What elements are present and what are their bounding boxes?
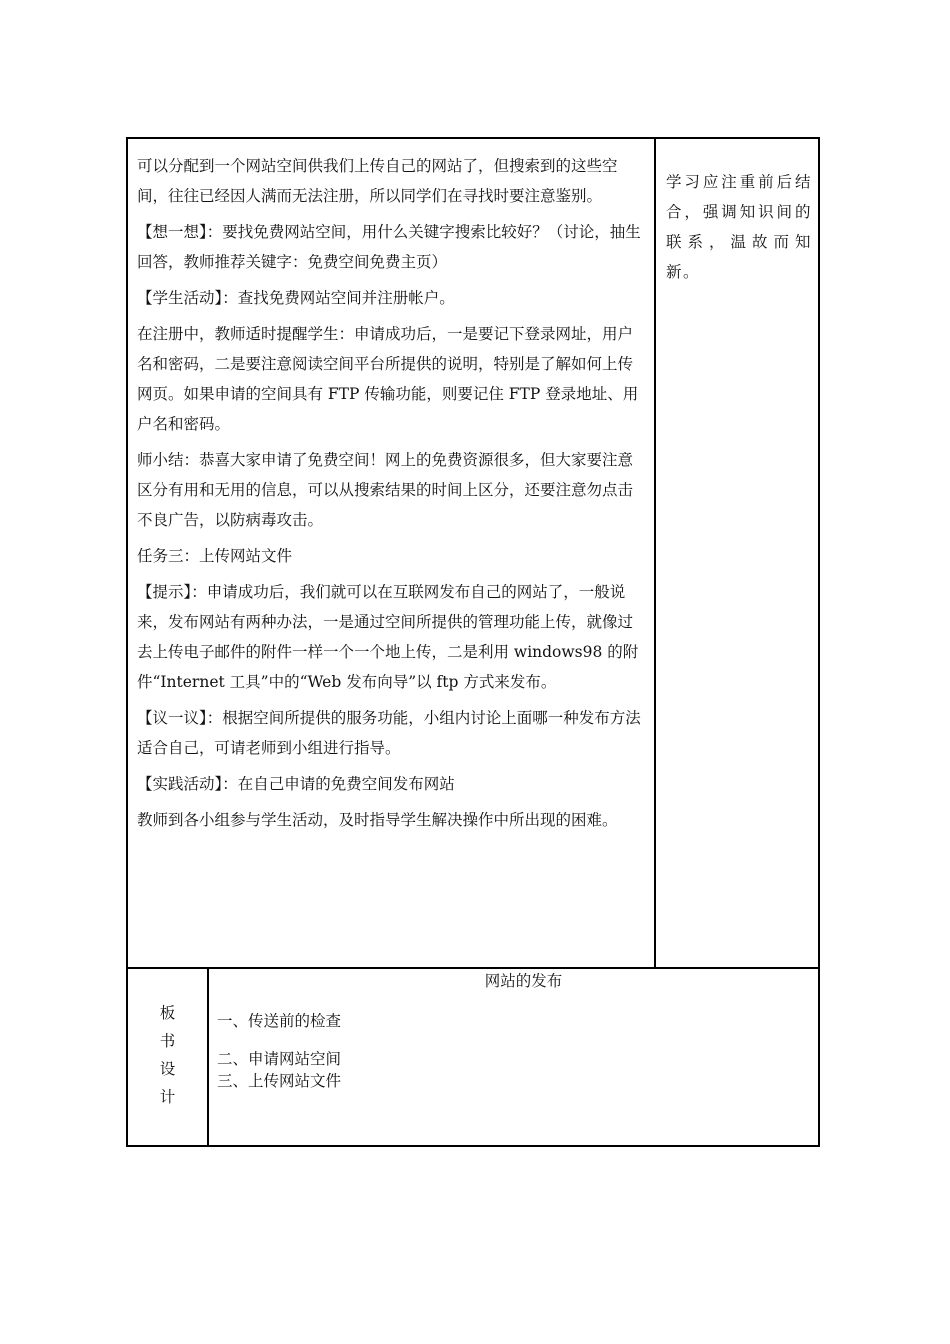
paragraph-teacher-summary: 师小结：恭喜大家申请了免费空间！网上的免费资源很多，但大家要注意区分有用和无用的信息，可以从搜索结果的时间上区分，还要注意勿点击不良广告，以防病毒攻击。 — [137, 451, 634, 529]
board-design-content — [209, 969, 818, 1145]
paragraph-hint: 【提示】：申请成功后，我们就可以在互联网发布自己的网站了，一般说来，发布网站有两种办法，一是通过空间所提供的管理功能上传，就像过去上传电子邮件的附件一样一个一个地上传，二是利用 windows98 的附件“Internet 工具”中的“Web 发布向导”以 ftp 方式来发布。 — [137, 583, 639, 691]
design-intent-note: 学习应注重前后结合，强调知识间的联系，温故而知新。 — [666, 173, 812, 281]
board-label-char: 设 — [159, 1060, 176, 1078]
paragraph-student-activity: 【学生活动】：查找免费网站空间并注册帐户。 — [137, 289, 455, 307]
board-label-char: 计 — [159, 1088, 176, 1106]
paragraph-teacher-guidance: 教师到各小组参与学生活动，及时指导学生解决操作中所出现的困难。 — [137, 811, 618, 829]
paragraph-registration-reminder: 在注册中，教师适时提醒学生：申请成功后，一是要记下登录网址，用户名和密码，二是要注意阅读空间平台所提供的说明，特别是了解如何上传网页。如果申请的空间具有 FTP 传输功能，则要记住 FTP 登录地址、用户名和密码。 — [137, 325, 639, 433]
board-item-upload-files: 三、上传网站文件 — [217, 1072, 342, 1090]
paragraph-think: 【想一想】：要找免费网站空间，用什么关键字搜索比较好？（讨论，抽生回答，教师推荐关键字：免费空间免费主页） — [137, 223, 641, 271]
board-label-char: 板 — [159, 1004, 176, 1022]
board-design-label — [128, 969, 209, 1145]
paragraph-discuss: 【议一议】：根据空间所提供的服务功能，小组内讨论上面哪一种发布方法适合自己，可请老师到小组进行指导。 — [137, 709, 641, 757]
lesson-table — [126, 137, 820, 1147]
design-intent-cell — [658, 139, 818, 967]
board-item-apply-space: 二、申请网站空间 — [217, 1050, 342, 1068]
paragraph-continuation: 可以分配到一个网站空间供我们上传自己的网站了，但搜索到的这些空间，往往已经因人满而无法注册，所以同学们在寻找时要注意鉴别。 — [137, 157, 618, 205]
paragraph-task-three: 任务三：上传网站文件 — [137, 547, 293, 565]
paragraph-practice: 【实践活动】：在自己申请的免费空间发布网站 — [137, 775, 455, 793]
board-design-row — [128, 967, 818, 1145]
board-title: 网站的发布 — [484, 972, 563, 990]
board-item-check: 一、传送前的检查 — [217, 1012, 342, 1030]
teaching-process-cell — [128, 139, 656, 967]
board-label-char: 书 — [159, 1032, 176, 1050]
